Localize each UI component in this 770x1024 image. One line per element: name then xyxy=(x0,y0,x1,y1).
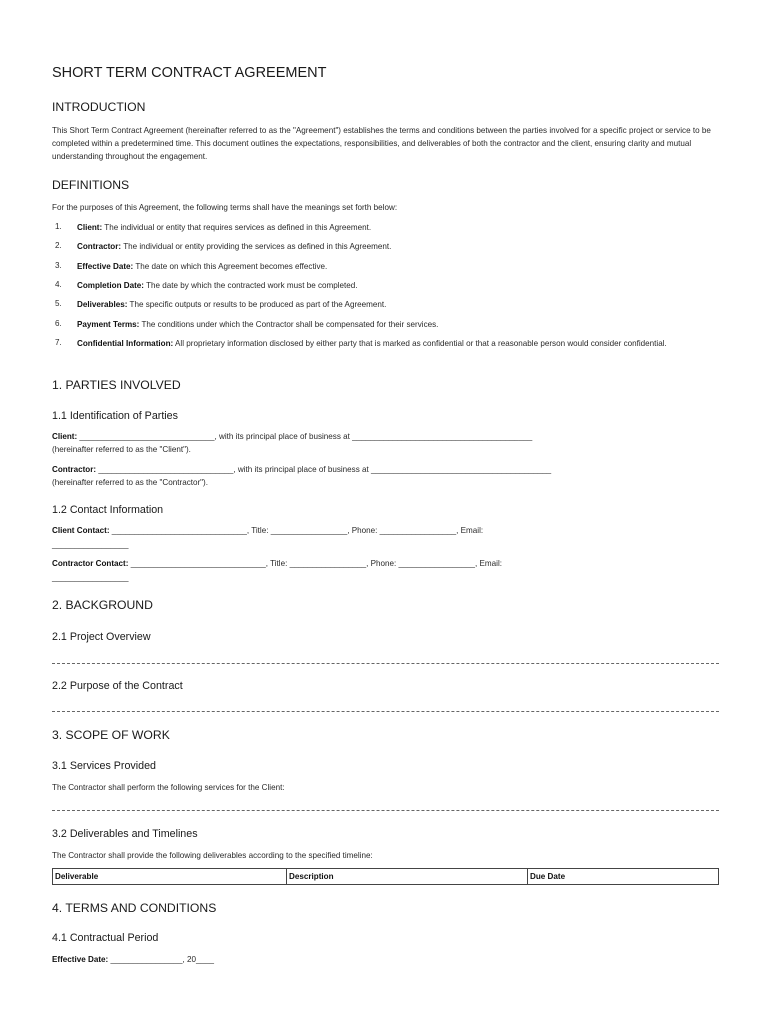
definition-number: 7. xyxy=(55,338,62,347)
deliverables-table xyxy=(52,868,719,885)
contractor-line xyxy=(52,465,551,474)
definition-term: Effective Date: xyxy=(77,262,134,271)
document-title: SHORT TERM CONTRACT AGREEMENT xyxy=(52,65,327,81)
contact-heading: 1.2 Contact Information xyxy=(52,504,164,516)
definition-term: Completion Date: xyxy=(77,281,144,290)
contractor-field[interactable]: ______________________________, with its principal place of business at ________________________________________ xyxy=(96,465,552,474)
effective-date-line xyxy=(52,955,214,964)
services-blank[interactable] xyxy=(52,810,719,811)
project-overview-blank[interactable] xyxy=(52,663,719,664)
definition-description: The individual or entity that requires services as defined in this Agreement. xyxy=(104,223,372,232)
definition-term: Contractor: xyxy=(77,242,122,251)
client-contact-field[interactable]: ______________________________, Title: _________________, Phone: _________________, Email: xyxy=(109,526,484,535)
contractor-contact-field[interactable]: ______________________________, Title: _________________, Phone: _________________, Email: xyxy=(128,559,503,568)
client-field[interactable]: ______________________________, with its principal place of business at ________________________________________ xyxy=(77,432,533,441)
client-reference: (hereinafter referred to as the "Client"). xyxy=(52,445,191,454)
client-contact-line xyxy=(52,526,483,535)
definition-description: The conditions under which the Contractor shall be compensated for their services. xyxy=(141,320,439,329)
table-header-description: Description xyxy=(287,869,528,884)
definition-number: 3. xyxy=(55,261,62,270)
definition-number: 6. xyxy=(55,319,62,328)
definition-description: The date by which the contracted work must be completed. xyxy=(146,281,358,290)
purpose-blank[interactable] xyxy=(52,711,719,712)
contractor-email-field[interactable]: _________________ xyxy=(52,573,129,582)
definition-text xyxy=(77,338,707,350)
contractor-label: Contractor: xyxy=(52,465,97,474)
definition-description: The date on which this Agreement becomes effective. xyxy=(135,262,328,271)
definitions-lead: For the purposes of this Agreement, the following terms shall have the meanings set forth below: xyxy=(52,203,398,212)
contractual-period-heading: 4.1 Contractual Period xyxy=(52,932,159,944)
effective-date-label: Effective Date: xyxy=(52,955,109,964)
client-contact-label: Client Contact: xyxy=(52,526,110,535)
definition-text xyxy=(77,261,707,273)
scope-heading: 3. SCOPE OF WORK xyxy=(52,728,170,742)
definition-number: 4. xyxy=(55,280,62,289)
deliverables-heading: 3.2 Deliverables and Timelines xyxy=(52,828,198,840)
terms-heading: 4. TERMS AND CONDITIONS xyxy=(52,901,217,915)
definition-description: The specific outputs or results to be produced as part of the Agreement. xyxy=(129,300,387,309)
definition-number: 1. xyxy=(55,222,62,231)
definitions-heading: DEFINITIONS xyxy=(52,178,130,192)
background-heading: 2. BACKGROUND xyxy=(52,598,153,612)
table-header-due-date: Due Date xyxy=(530,872,566,881)
project-overview-heading: 2.1 Project Overview xyxy=(52,631,151,643)
definition-number: 2. xyxy=(55,241,62,250)
client-line xyxy=(52,432,532,441)
contractor-reference: (hereinafter referred to as the "Contractor"). xyxy=(52,478,208,487)
effective-date-field[interactable]: ________________, 20____ xyxy=(108,955,215,964)
definition-description: The individual or entity providing the services as defined in this Agreement. xyxy=(123,242,392,251)
client-email-field[interactable]: _________________ xyxy=(52,540,129,549)
definition-term: Deliverables: xyxy=(77,300,128,309)
definition-text xyxy=(77,319,707,331)
definition-text xyxy=(77,280,707,292)
table-header-deliverable: Deliverable xyxy=(53,869,287,884)
definition-term: Client: xyxy=(77,223,103,232)
services-lead: The Contractor shall perform the following services for the Client: xyxy=(52,783,285,792)
parties-heading: 1. PARTIES INVOLVED xyxy=(52,378,181,392)
identification-heading: 1.1 Identification of Parties xyxy=(52,410,178,422)
contractor-contact-line xyxy=(52,559,502,568)
purpose-heading: 2.2 Purpose of the Contract xyxy=(52,680,183,692)
definition-number: 5. xyxy=(55,299,62,308)
deliverables-lead: The Contractor shall provide the following deliverables according to the specified timeline: xyxy=(52,851,373,860)
services-heading: 3.1 Services Provided xyxy=(52,760,156,772)
definition-text xyxy=(77,299,707,311)
definition-term: Confidential Information: xyxy=(77,339,174,348)
definition-text xyxy=(77,222,707,234)
contractor-contact-label: Contractor Contact: xyxy=(52,559,129,568)
definition-text xyxy=(77,241,707,253)
introduction-text: This Short Term Contract Agreement (hereinafter referred to as the "Agreement") establishes the terms and conditions between the parties involved for a specific project or service to be completed within a predetermined time. This document outlines the expectations, responsibilities, and deliverables of both the contractor and the client, ensuring clarity and mutual understanding throughout the engagement. xyxy=(52,126,711,161)
definition-description: All proprietary information disclosed by either party that is marked as confidential or that a reasonable person would consider confidential. xyxy=(175,339,667,348)
client-label: Client: xyxy=(52,432,78,441)
introduction-heading: INTRODUCTION xyxy=(52,100,146,114)
definition-term: Payment Terms: xyxy=(77,320,140,329)
